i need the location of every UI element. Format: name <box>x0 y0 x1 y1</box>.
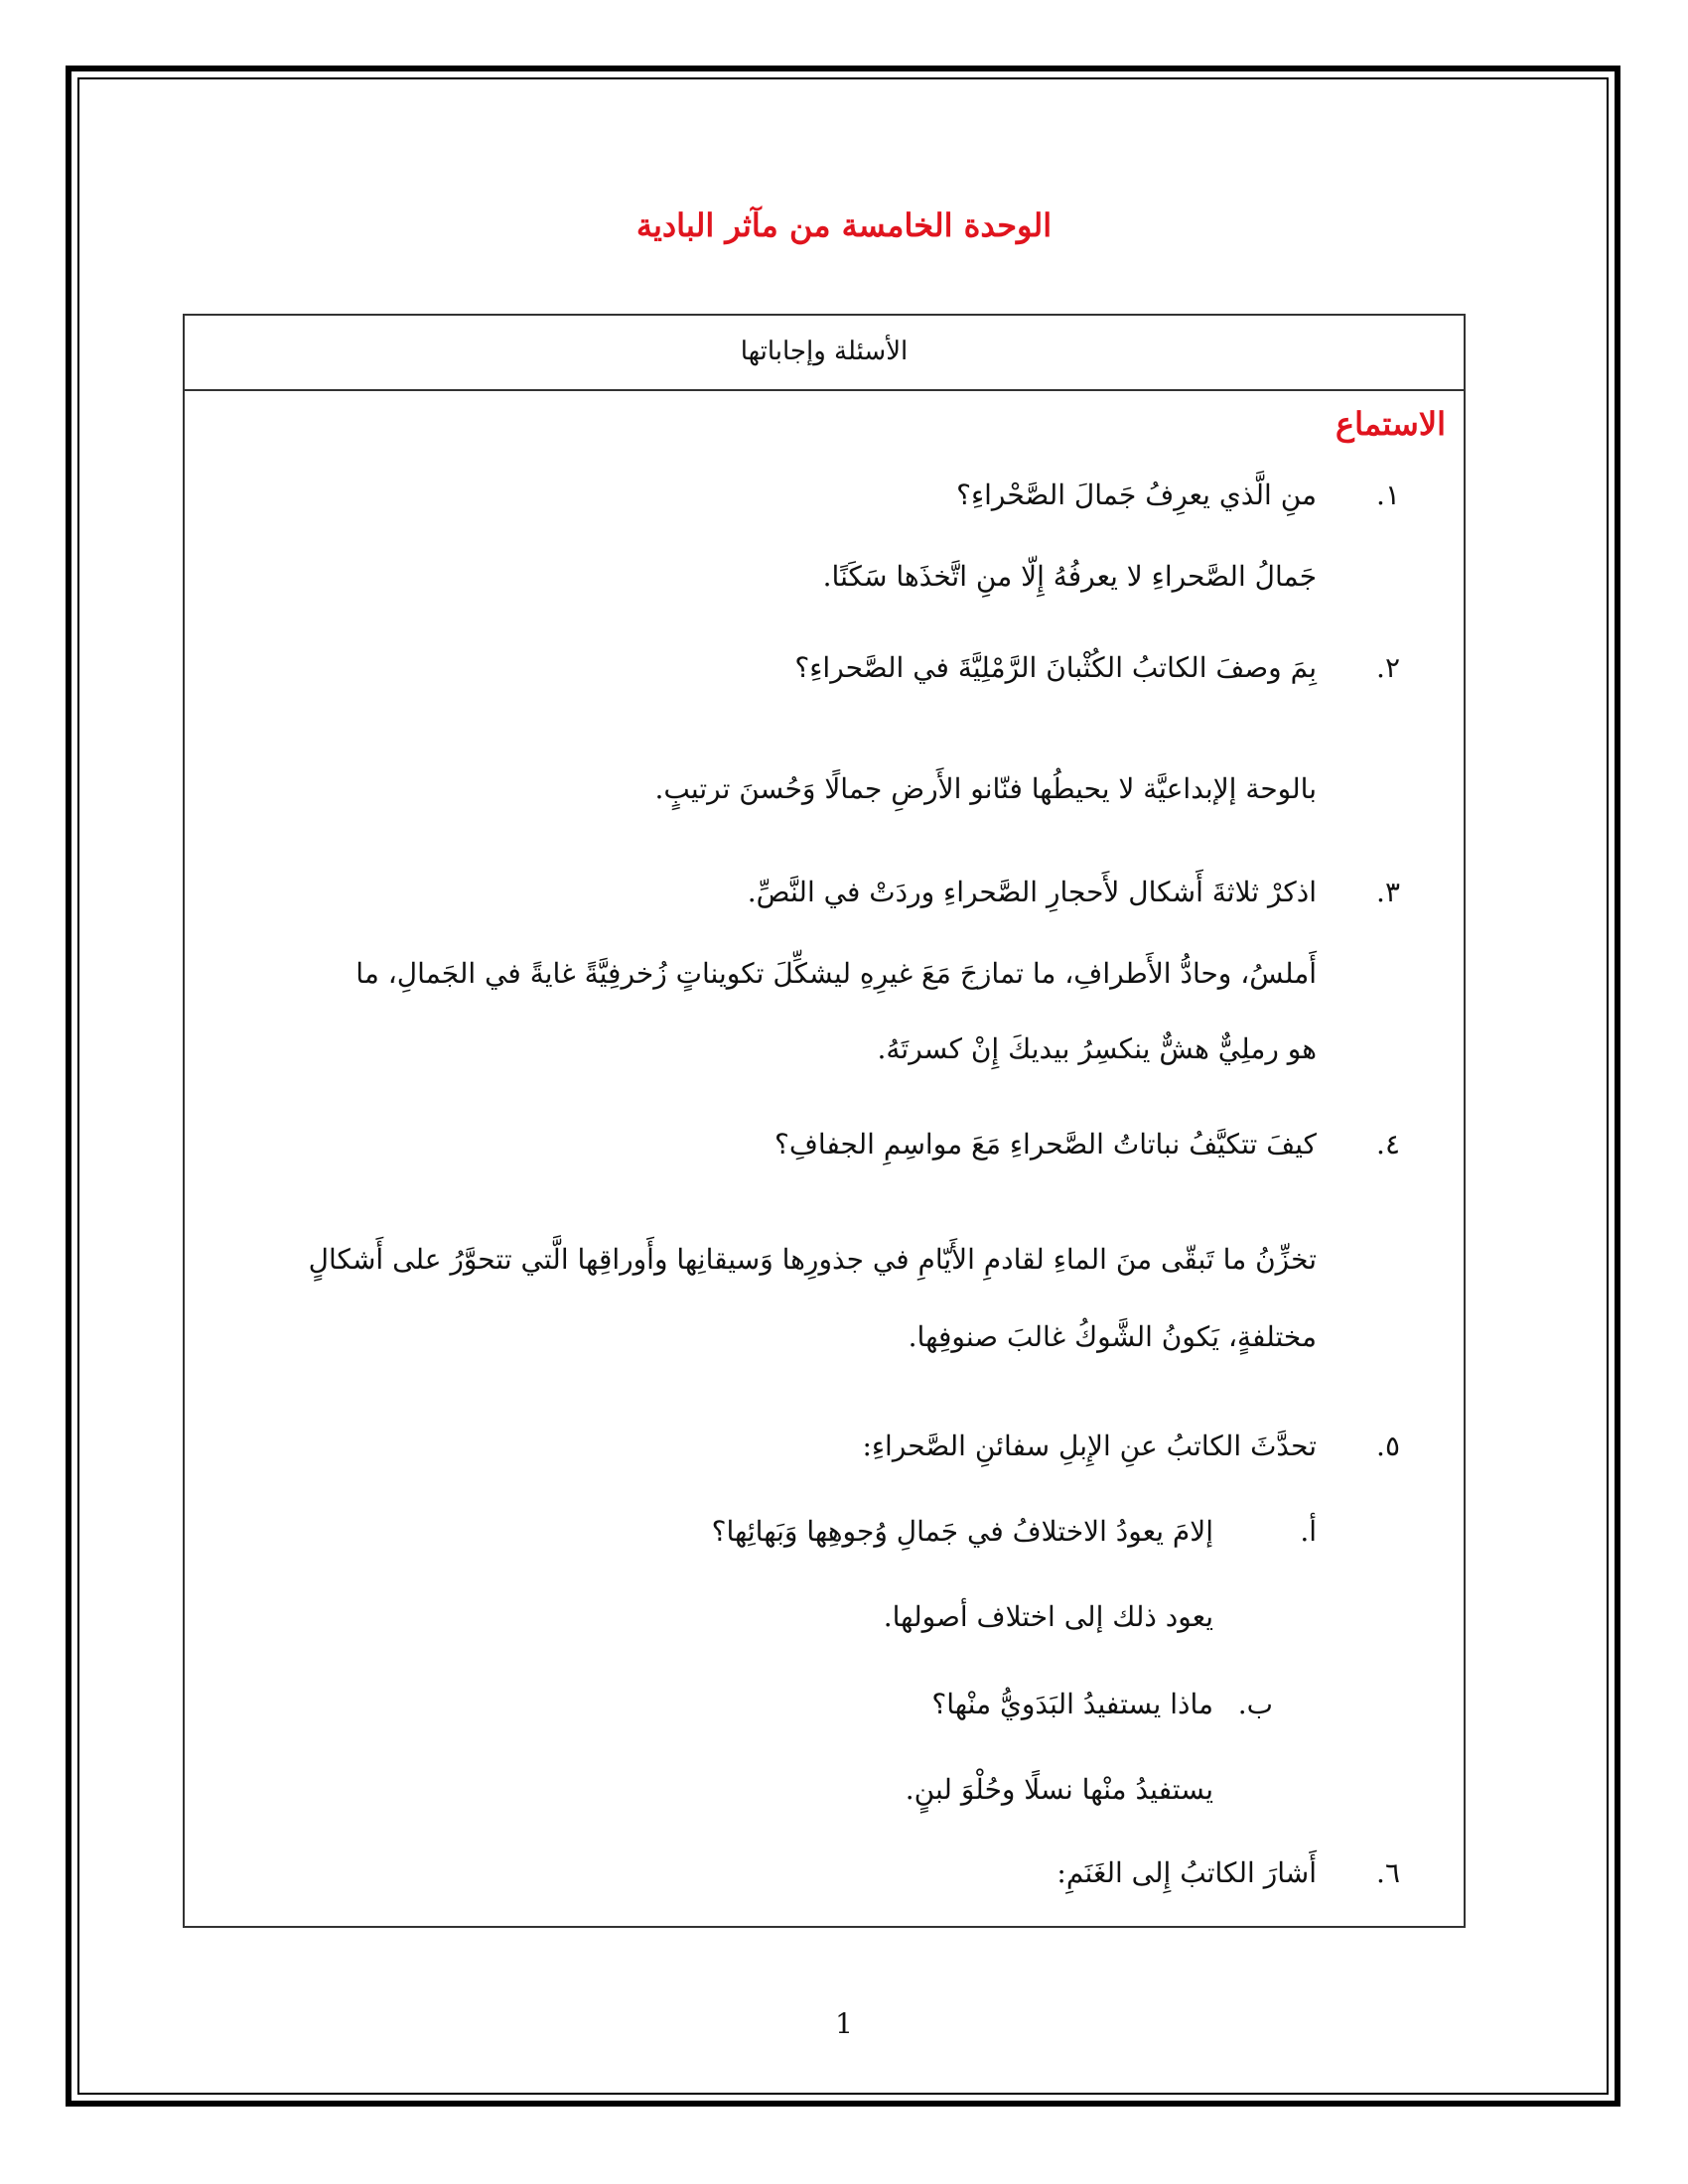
sub-label-b: ب. <box>1237 1688 1273 1720</box>
item-number-6: ٦. <box>1376 1856 1400 1889</box>
question-1: منِ الَّذي يعرِفُ جَمالَ الصَّحْراءِ؟ <box>956 478 1317 511</box>
item-number-3: ٣. <box>1376 876 1400 908</box>
item-number-1: ١. <box>1376 478 1400 511</box>
item-number-2: ٢. <box>1376 651 1400 684</box>
sub-answer-a: يعود ذلك إلى اختلاف أصولها. <box>883 1600 1213 1633</box>
sub-label-a: أ. <box>1300 1515 1317 1548</box>
answer-4-line-2: مختلفةٍ، يَكونُ الشَّوكُ غالبَ صنوفِها. <box>908 1320 1317 1353</box>
question-3: اذكرْ ثلاثةَ أَشكال لأَحجارِ الصَّحراءِ وردَتْ في النَّصِّ. <box>747 876 1317 908</box>
answer-4-line-1: تخزِّنُ ما تَبقّى منَ الماءِ لقادمِ الأَيّامِ في جذورِها وَسيقانِها وأَوراقِها الَّتي تتحوَّرُ على أَشكالٍ <box>308 1243 1317 1276</box>
question-6: أَشارَ الكاتبُ إِلى الغَنَمِ: <box>1056 1856 1317 1889</box>
question-5: تحدَّثَ الكاتبُ عنِ الإِبلِ سفائنِ الصَّحراءِ: <box>862 1430 1317 1462</box>
item-number-4: ٤. <box>1376 1128 1400 1160</box>
section-label: الاستماع <box>1336 405 1446 443</box>
question-4: كيفَ تتكيَّفُ نباتاتُ الصَّحراءِ مَعَ مواسِمِ الجفافِ؟ <box>774 1128 1317 1160</box>
page-number: 1 <box>835 2007 853 2040</box>
sub-answer-b: يستفيدُ منْها نسلًا وحُلْوَ لبنٍ. <box>905 1773 1213 1806</box>
answer-3-line-2: هو رملِيٌّ هشٌّ ينكسِرُ بيديكَ إِنْ كسرتَهُ. <box>877 1032 1317 1065</box>
sub-question-b: ماذا يستفيدُ البَدَويُّ منْها؟ <box>931 1688 1213 1720</box>
item-number-5: ٥. <box>1376 1430 1400 1462</box>
qa-table <box>183 314 1466 1928</box>
answer-3-line-1: أَملسُ، وحادُّ الأَطرافِ، ما تمازجَ مَعَ غيرِهِ ليشكِّلَ تكويناتٍ زُخرفِيَّةً غايةً في الجَمالِ، ما <box>355 957 1317 990</box>
answer-1: جَمالُ الصَّحراءِ لا يعرفُهُ إِلّا منِ اتَّخذَها سَكَنًا. <box>822 560 1317 593</box>
unit-title: الوحدة الخامسة من مآثر البادية <box>635 206 1053 244</box>
sub-question-a: إلامَ يعودُ الاختلافُ في جَمالِ وُجوهِها وَبَهائِها؟ <box>711 1515 1213 1548</box>
question-2: بِمَ وصفَ الكاتبُ الكُثْبانَ الرَّمْلِيَّةَ في الصَّحراءِ؟ <box>794 651 1317 684</box>
answer-2: بالوحة إلإبداعيَّة لا يحيطُها فنّانو الأَرضِ جمالًا وَحُسنَ ترتيبٍ. <box>654 772 1317 805</box>
table-header: الأسئلة وإجاباتها <box>185 316 1464 391</box>
